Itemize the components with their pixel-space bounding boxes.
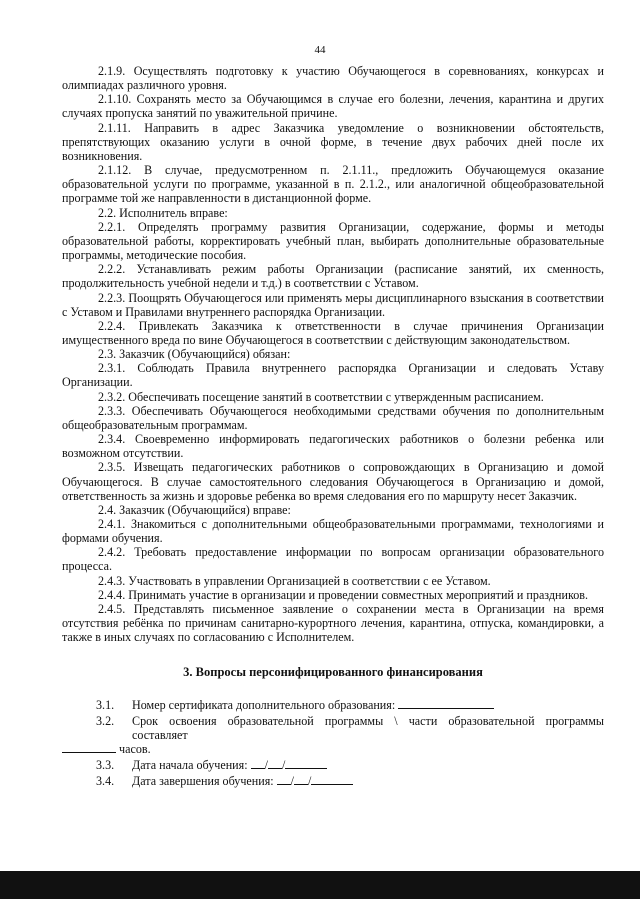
paragraph-2-2-1: 2.2.1. Определять программу развития Организации, содержание, формы и методы образовательной работы, корректировать учебный план, выбирать дополнительные образовательные программы, методические пособия. <box>62 219 604 263</box>
scan-bottom-border <box>0 871 640 899</box>
item-text: Номер сертификата дополнительного образования: <box>132 697 396 712</box>
date-separator: / <box>308 774 312 789</box>
hours-field[interactable] <box>62 742 116 753</box>
paragraph-2-3-5: 2.3.5. Извещать педагогических работников о сопровождающих в Организацию и домой Обучающегося. В случае самостоятельного следования Обучающегося в Организацию и домой, ответственность за жизнь и здоровье ребенка во время следования его по маршруту несет Заказчик. <box>62 460 604 503</box>
paragraph-2-3-4: 2.3.4. Своевременно информировать педагогических работников о болезни ребенка или возможном отсутствии. <box>62 432 604 461</box>
start-month-field[interactable] <box>268 758 282 769</box>
paragraph-2-4-2: 2.4.2. Требовать предоставление информации по вопросам организации образовательного процесса. <box>62 545 604 574</box>
item-number: 3.2. <box>96 713 115 728</box>
end-year-field[interactable] <box>311 774 353 785</box>
paragraph-2-3-3: 2.3.3. Обеспечивать Обучающегося необходимыми средствами обучения по дополнительным общеобразовательным программам. <box>62 403 604 432</box>
item-number: 3.1. <box>96 697 115 712</box>
item-number: 3.4. <box>96 774 115 789</box>
paragraph-2-1-9: 2.1.9. Осуществлять подготовку к участию Обучающегося в соревнованиях, конкурсах и олимпиадах различного уровня. <box>62 64 604 93</box>
item-number: 3.3. <box>96 758 115 773</box>
date-separator: / <box>290 774 295 789</box>
paragraph-2-1-12: 2.1.12. В случае, предусмотренном п. 2.1.11., предложить Обучающемуся оказание образовательной услуги по программе, указанной в п. 2.1.2., или аналогичной общеобразовательной программе той же направленности в дистанционной форме. <box>62 163 604 206</box>
heading-2-4: 2.4. Заказчик (Обучающийся) вправе: <box>98 502 291 517</box>
paragraph-2-4-5: 2.4.5. Представлять письменное заявление о сохранении места в Организации на время отсутствия ребёнка по причинам санитарно-курортного лечения, карантина, отпуска, командировки, а также в иных случаях по согласованию с Исполнителем. <box>62 601 604 645</box>
paragraph-2-3-2: 2.3.2. Обеспечивать посещение занятий в соответствии с утвержденным расписанием. <box>98 389 544 404</box>
end-month-field[interactable] <box>294 774 308 785</box>
paragraph-2-3-1: 2.3.1. Соблюдать Правила внутреннего распорядка Организации и следовать Уставу Организации. <box>62 361 604 390</box>
document-body <box>62 64 604 789</box>
page-number: 44 <box>314 44 326 56</box>
item-3-2 <box>62 714 604 742</box>
item-3-3 <box>62 758 604 772</box>
paragraph-2-4-4: 2.4.4. Принимать участие в организации и проведении совместных мероприятий и праздников. <box>98 587 589 602</box>
heading-2-3: 2.3. Заказчик (Обучающийся) обязан: <box>98 347 291 362</box>
certificate-number-field[interactable] <box>398 698 494 709</box>
item-3-4 <box>62 774 604 788</box>
paragraph-2-4-3: 2.4.3. Участвовать в управлении Организацией в соответствии с ее Уставом. <box>98 573 491 588</box>
end-day-field[interactable] <box>277 774 291 785</box>
start-year-field[interactable] <box>285 758 327 769</box>
item-text: часов. <box>119 742 151 757</box>
item-text: Дата завершения обучения: <box>132 774 274 789</box>
item-text: Срок освоения образовательной программы \ части образовательной программы составляет <box>132 713 604 742</box>
date-separator: / <box>264 758 268 773</box>
paragraph-2-2-2: 2.2.2. Устанавливать режим работы Организации (расписание занятий, их сменность, продолжительность учебной недели и т.д.) в соответствии с Уставом. <box>62 262 604 291</box>
item-3-2-continuation <box>62 742 604 756</box>
paragraph-2-2-4: 2.2.4. Привлекать Заказчика к ответственности в случае причинения Организации имущественного вреда по вине Обучающегося в соответствии с действующим законодательством. <box>62 318 604 347</box>
paragraph-2-1-10: 2.1.10. Сохранять место за Обучающимся в случае его болезни, лечения, карантина и других случаях пропуска занятий по уважительной причине. <box>62 92 604 121</box>
paragraph-2-1-11: 2.1.11. Направить в адрес Заказчика уведомление о возникновении обстоятельств, препятствующих оказанию услуги в очной форме, в течение двух рабочих дней после их возникновения. <box>62 120 604 163</box>
item-text: Дата начала обучения: <box>132 758 248 773</box>
date-separator: / <box>281 758 286 773</box>
section-3-title: 3. Вопросы персонифицированного финансирования <box>183 665 483 680</box>
paragraph-2-4-1: 2.4.1. Знакомиться с дополнительными общеобразовательными программами, технологиями и формами обучения. <box>62 517 604 546</box>
item-3-1 <box>62 698 604 712</box>
start-day-field[interactable] <box>251 758 265 769</box>
paragraph-2-2-3: 2.2.3. Поощрять Обучающегося или применять меры дисциплинарного взыскания в соответствии с Уставом и Правилами внутреннего распорядка Организации. <box>62 290 604 319</box>
heading-2-2: 2.2. Исполнитель вправе: <box>98 205 228 220</box>
